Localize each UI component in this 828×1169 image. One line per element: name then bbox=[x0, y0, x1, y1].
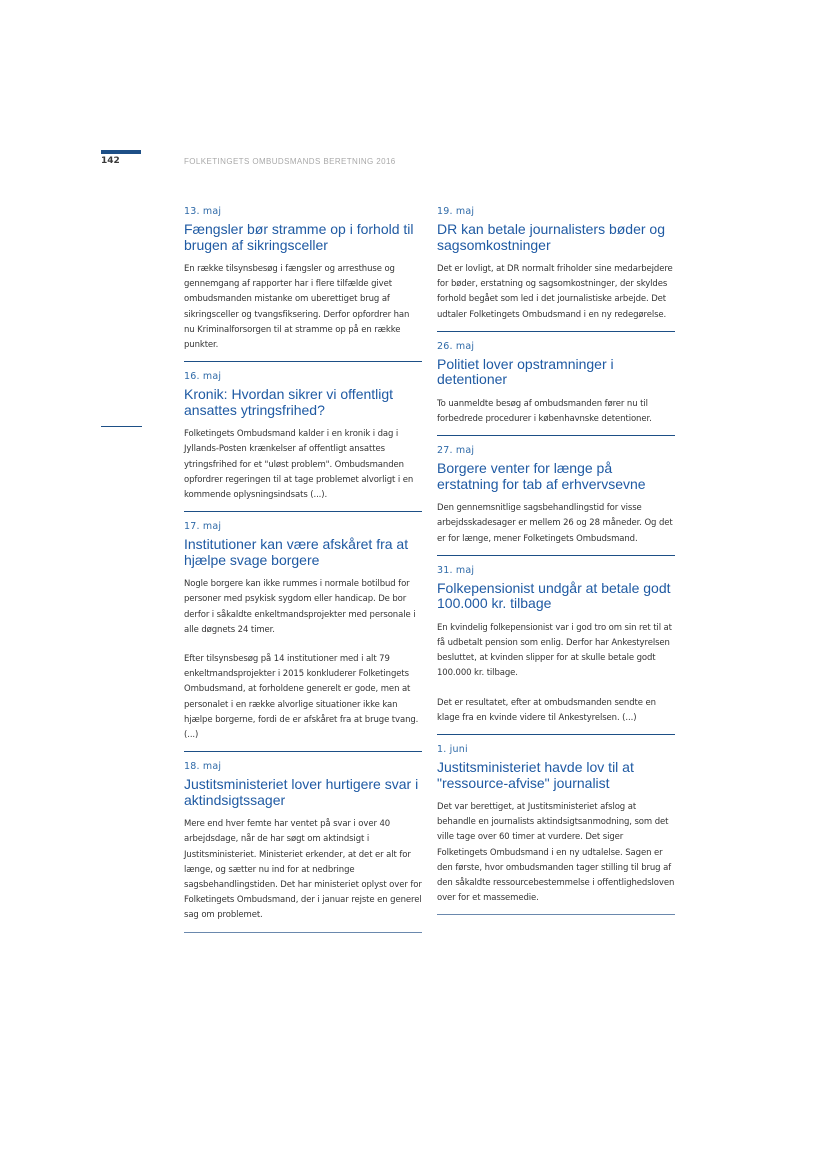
entry-headline: Fængsler bør stramme op i forhold til brugen af sikringsceller bbox=[184, 221, 414, 253]
entry-headline: Justitsministeriet havde lov til at "ressource-afvise" journalist bbox=[437, 759, 634, 791]
page-number: 142 bbox=[101, 156, 120, 166]
entry-divider bbox=[437, 914, 675, 915]
entry-text: En række tilsynsbesøg i fængsler og arresthuse og gennemgang af rapporter har i flere tilfælde givet ombudsmanden mistanke om uberettiget brug af sikringsceller og tvangsfiksering. Derfor opfordrer han nu Kriminalforsorgen til at stramme op på en række punkter. bbox=[184, 264, 410, 351]
entry-date: 18. maj bbox=[184, 761, 222, 773]
entry-text: Mere end hver femte har ventet på svar i over 40 arbejdsdage, når de har søgt om aktindsigt i Justitsministeriet. Ministeriet erkender, at det er alt for længe, og sætter nu ind for at nedbringe sagsbehandlingstiden. Det har ministeriet oplyst over for Folketingets Ombudsmand, der i januar rejste en generel sag om problemet. bbox=[184, 819, 422, 921]
entry-date: 1. juni bbox=[437, 744, 468, 756]
entry-headline: Borgere venter for længe på erstatning for tab af erhvervsevne bbox=[437, 460, 646, 492]
entry-text: Det var berettiget, at Justitsministeriet afslog at behandle en journalists aktindsigtsanmodning, som det ville tage over 60 timer at vurdere. Det siger Folketingets Ombudsmand i en ny udtalelse. Sagen er den første, hvor ombudsmanden tager stilling til brug af den såkaldte ressourcebestemmelse i offentlighedsloven over for et massemedie. bbox=[437, 802, 675, 904]
entry-divider bbox=[184, 511, 422, 512]
news-entry bbox=[437, 339, 675, 436]
entry-divider bbox=[184, 361, 422, 362]
entry-headline: Politiet lover opstramninger i detentioner bbox=[437, 355, 614, 388]
entry-date: 26. maj bbox=[437, 340, 475, 352]
left-column bbox=[184, 204, 422, 940]
entry-headline: Institutioner kan være afskåret fra at hjælpe svage borgere bbox=[184, 536, 409, 568]
entry-text: Det er lovligt, at DR normalt friholder sine medarbejdere for bøder, erstatning og sagsomkostninger, der skyldes forhold begået som led i det journalistiske arbejde. Det udtaler Folketingets Ombudsmand i en ny redegørelse. bbox=[437, 264, 673, 320]
news-entry bbox=[184, 204, 422, 362]
entry-text: Den gennemsnitlige sagsbehandlingstid for visse arbejdsskadesager er mellem 26 og 28 måneder. Og det er for længe, mener Folketingets Ombudsmand. bbox=[437, 503, 673, 544]
entry-headline: Justitsministeriet lover hurtigere svar i aktindsigtssager bbox=[184, 776, 419, 808]
news-entry bbox=[437, 204, 675, 332]
entry-divider bbox=[437, 435, 675, 436]
news-entry bbox=[184, 759, 422, 932]
news-entry bbox=[184, 369, 422, 512]
news-entry bbox=[184, 519, 422, 752]
entry-text: To uanmeldte besøg af ombudsmanden fører nu til forbedrede procedurer i københavnske detentioner. bbox=[437, 398, 652, 425]
entry-date: 17. maj bbox=[184, 521, 222, 533]
entry-text: En kvindelig folkepensionist var i god tro om sin ret til at få udbetalt pension som enlig. Derfor har Ankestyrelsen besluttet, at kvinden slipper for at skulle betale godt 100.000 kr. tilbage. bbox=[437, 622, 672, 679]
entry-divider bbox=[437, 331, 675, 332]
entry-date: 27. maj bbox=[437, 445, 475, 457]
entry-text: Folketingets Ombudsmand kalder i en kronik i dag i Jyllands-Posten krænkelser af offentligt ansattes ytringsfrihed for et "uløst problem". Ombudsmanden opfordrer regeringen til at tage problemet alvorligt i en kommende oplysningsindsats (...). bbox=[184, 429, 414, 501]
entry-date: 13. maj bbox=[184, 206, 222, 217]
news-entry bbox=[437, 563, 675, 735]
entry-date: 31. maj bbox=[437, 564, 475, 576]
entry-headline: Folkepensionist undgår at betale godt 100.000 kr. tilbage bbox=[437, 579, 671, 612]
entry-date: 19. maj bbox=[437, 206, 475, 217]
entry-text: Efter tilsynsbesøg på 14 institutioner med i alt 79 enkeltmandsprojekter i 2015 konkluderer Folketingets Ombudsmand, at forholdene generelt er gode, men at personalet i en række alvorlige situationer ikke kan hjælpe borgerne, fordi de er afskåret fra at bruge tvang. (...) bbox=[184, 654, 419, 741]
entry-divider bbox=[437, 734, 675, 735]
entry-text: Det er resultatet, efter at ombudsmanden sendte en klage fra en kvinde videre til Ankestyrelsen. (...) bbox=[437, 697, 656, 723]
entry-divider bbox=[437, 555, 675, 556]
margin-rule bbox=[101, 426, 142, 427]
entry-date: 16. maj bbox=[184, 371, 222, 383]
page-number-bar bbox=[101, 150, 141, 154]
news-entry bbox=[437, 443, 675, 556]
entry-divider bbox=[184, 932, 422, 933]
entry-headline: DR kan betale journalisters bøder og sagsomkostninger bbox=[437, 221, 666, 253]
news-entry bbox=[437, 742, 675, 915]
entry-text: Nogle borgere kan ikke rummes i normale botilbud for personer med psykisk sygdom eller handicap. De bor derfor i såkaldte enkeltmandsprojekter med personale i alle døgnets 24 timer. bbox=[184, 579, 416, 635]
entry-headline: Kronik: Hvordan sikrer vi offentligt ansattes ytringsfrihed? bbox=[184, 386, 394, 418]
right-column bbox=[437, 204, 675, 922]
running-header: FOLKETINGETS OMBUDSMANDS BERETNING 2016 bbox=[184, 157, 396, 166]
entry-divider bbox=[184, 751, 422, 752]
